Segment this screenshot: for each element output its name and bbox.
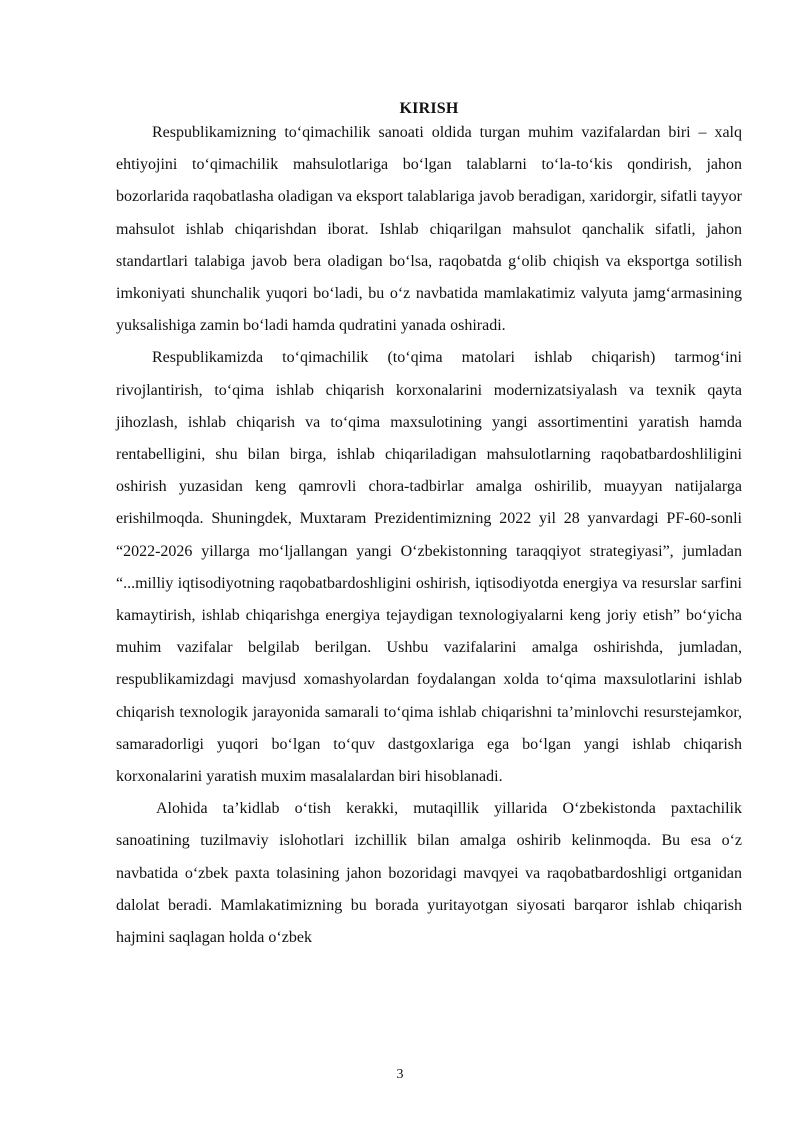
page-content bbox=[116, 99, 742, 954]
paragraph-2: Respublikamizda to‘qimachilik (to‘qima matolari ishlab chiqarish) tarmog‘ini rivojlantirish, to‘qima ishlab chiqarish korxonalarini modernizatsiyalash va texnik qayta jihozlash, ishlab chiqarish va to‘qima maxsulotining yangi assortimentini yaratish hamda rentabelligini, shu bilan birga, ishlab chiqariladigan mahsulotlarning raqobatbardoshliligini oshirish yuzasidan keng qamrovli chora-tadbirlar amalga oshirilib, muayyan natijalarga erishilmoqda. Shuningdek, Muxtaram Prezidentimizning 2022 yil 28 yanvardagi PF-60-sonli “2022-2026 yillarga mo‘ljallangan yangi O‘zbekistonning taraqqiyot strategiyasi”, jumladan “...milliy iqtisodiyotning raqobatbardoshligini oshirish, iqtisodiyotda energiya va resurslar sarfini kamaytirish, ishlab chiqarishga energiya tejaydigan texnologiyalarni keng joriy etish” bo‘yicha muhim vazifalar belgilab berilgan. Ushbu vazifalarini amalga oshirishda, jumladan, respublikamizdagi mavjusd xomashyolardan foydalangan xolda to‘qima maxsulotlarini ishlab chiqarish texnologik jarayonida samarali to‘qima ishlab chiqarishni ta’minlovchi resurstejamkor, samaradorligi yuqori bo‘lgan to‘quv dastgoxlariga ega bo‘lgan yangi ishlab chiqarish korxonalarini yaratish muxim masalalardan biri hisoblanadi. bbox=[116, 349, 742, 786]
page-number: 3 bbox=[396, 1067, 404, 1082]
paragraph-3: Alohida ta’kidlab o‘tish kerakki, mutaqillik yillarida O‘zbekistonda paxtachilik sanoatining tuzilmaviy islohotlari izchillik bilan amalga oshirib kelinmoqda. Bu esa o‘z navbatida o‘zbek paxta tolasining jahon bozoridagi mavqyei va raqobatbardoshligi ortganidan dalolat beradi. Mamlakatimizning bu borada yuritayotgan siyosati barqaror ishlab chiqarish hajmini saqlagan holda o‘zbek bbox=[116, 800, 742, 947]
paragraph-1: Respublikamizning to‘qimachilik sanoati oldida turgan muhim vazifalardan biri – xalq ehtiyojini to‘qimachilik mahsulotlariga bo‘lgan talablarni to‘la-to‘kis qondirish, jahon bozorlarida raqobatlasha oladigan va eksport talablariga javob beradigan, xaridorgir, sifatli tayyor mahsulot ishlab chiqarishdan iborat. Ishlab chiqarilgan mahsulot qanchalik sifatli, jahon standartlari talabiga javob bera oladigan bo‘lsa, raqobatda g‘olib chiqish va eksportga sotilish imkoniyati shunchalik yuqori bo‘ladi, bu o‘z navbatida mamlakatimiz valyuta jamg‘armasining yuksalishiga zamin bo‘ladi hamda qudratini yanada oshiradi. bbox=[116, 124, 742, 335]
section-title: KIRISH bbox=[399, 100, 459, 117]
